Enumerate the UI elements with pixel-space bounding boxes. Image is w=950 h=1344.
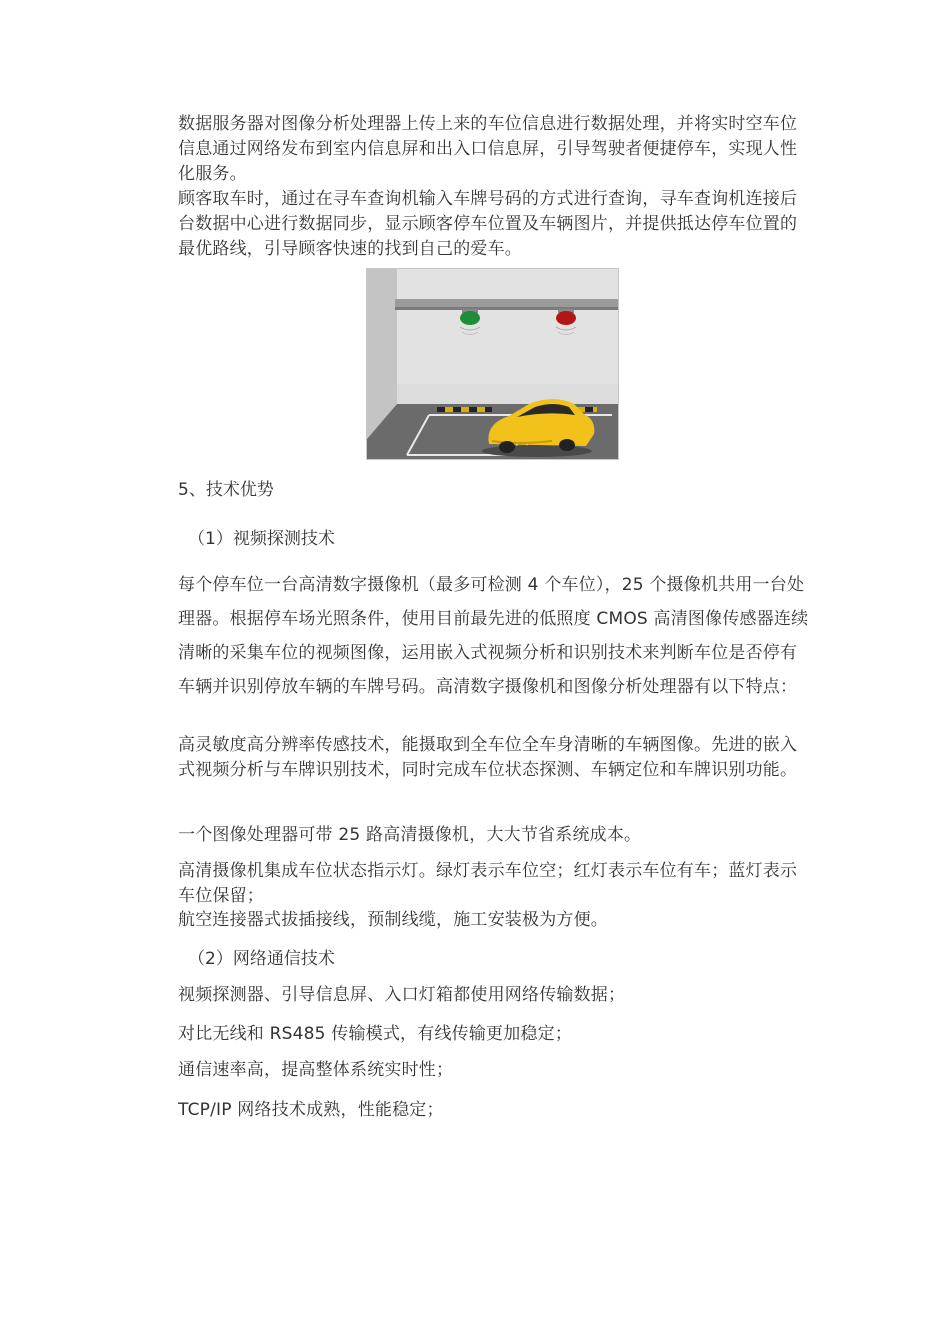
- video-detection-paragraph-3: [178, 823, 810, 848]
- video-detection-paragraph-2: [178, 733, 810, 783]
- network-text-2: 对比无线和 RS485 传输模式，有线传输更加稳定；: [178, 1024, 573, 1044]
- video-detection-text-1: 每个停车位一台高清数字摄像机（最多可检测 4 个车位），25 个摄像机共用一台处理器。根据停车场光照条件，使用目前最先进的低照度 CMOS 高清图像传感器连续清晰的采集车位的视频图像，运用嵌入式视频分析和识别技术来判断车位是否停有车辆并识别停放车辆的车牌号码。高清数字摄像机和图像分析处理器有以下特点：: [178, 575, 809, 697]
- video-detection-text-5: 航空连接器式拔插接线，预制线缆，施工安装极为方便。: [178, 910, 608, 930]
- video-detection-text-2: 高灵敏度高分辨率传感技术，能摄取到全车位全车身清晰的车辆图像。先进的嵌入式视频分析与车牌识别技术，同时完成车位状态探测、车辆定位和车牌识别功能。: [178, 735, 798, 780]
- network-paragraph-2: [178, 1022, 810, 1047]
- video-detection-paragraph-1: [178, 568, 810, 704]
- video-detection-paragraph-5: [178, 908, 810, 933]
- network-text-3: 通信速率高，提高整体系统实时性；: [178, 1060, 454, 1080]
- network-text-1: 视频探测器、引导信息屏、入口灯箱都使用网络传输数据；: [178, 985, 626, 1005]
- intro-text-2: 顾客取车时，通过在寻车查询机输入车牌号码的方式进行查询，寻车查询机连接后台数据中心进行数据同步，显示顾客停车位置及车辆图片，并提供抵达停车位置的最优路线，引导顾客快速的找到自己的爱车。: [178, 189, 798, 259]
- network-paragraph-4: [178, 1098, 810, 1123]
- section-title: 5、技术优势: [178, 480, 274, 500]
- subsection-title-video-detection: （1）视频探测技术: [188, 529, 335, 549]
- network-paragraph-3: [178, 1058, 810, 1083]
- subsection-title-network: （2）网络通信技术: [188, 949, 335, 969]
- intro-paragraph-1: [178, 112, 810, 187]
- video-detection-paragraph-4: [178, 859, 810, 909]
- parking-guidance-illustration: [366, 268, 619, 460]
- network-paragraph-1: [178, 983, 810, 1008]
- intro-paragraph-2: [178, 187, 810, 262]
- video-detection-text-4: 高清摄像机集成车位状态指示灯。绿灯表示车位空；红灯表示车位有车；蓝灯表示车位保留；: [178, 861, 798, 906]
- video-detection-text-3: 一个图像处理器可带 25 路高清摄像机，大大节省系统成本。: [178, 825, 642, 845]
- network-text-4: TCP/IP 网络技术成熟，性能稳定；: [178, 1100, 444, 1120]
- intro-text-1: 数据服务器对图像分析处理器上传上来的车位信息进行数据处理，并将实时空车位信息通过网络发布到室内信息屏和出入口信息屏，引导驾驶者便捷停车，实现人性化服务。: [178, 114, 798, 184]
